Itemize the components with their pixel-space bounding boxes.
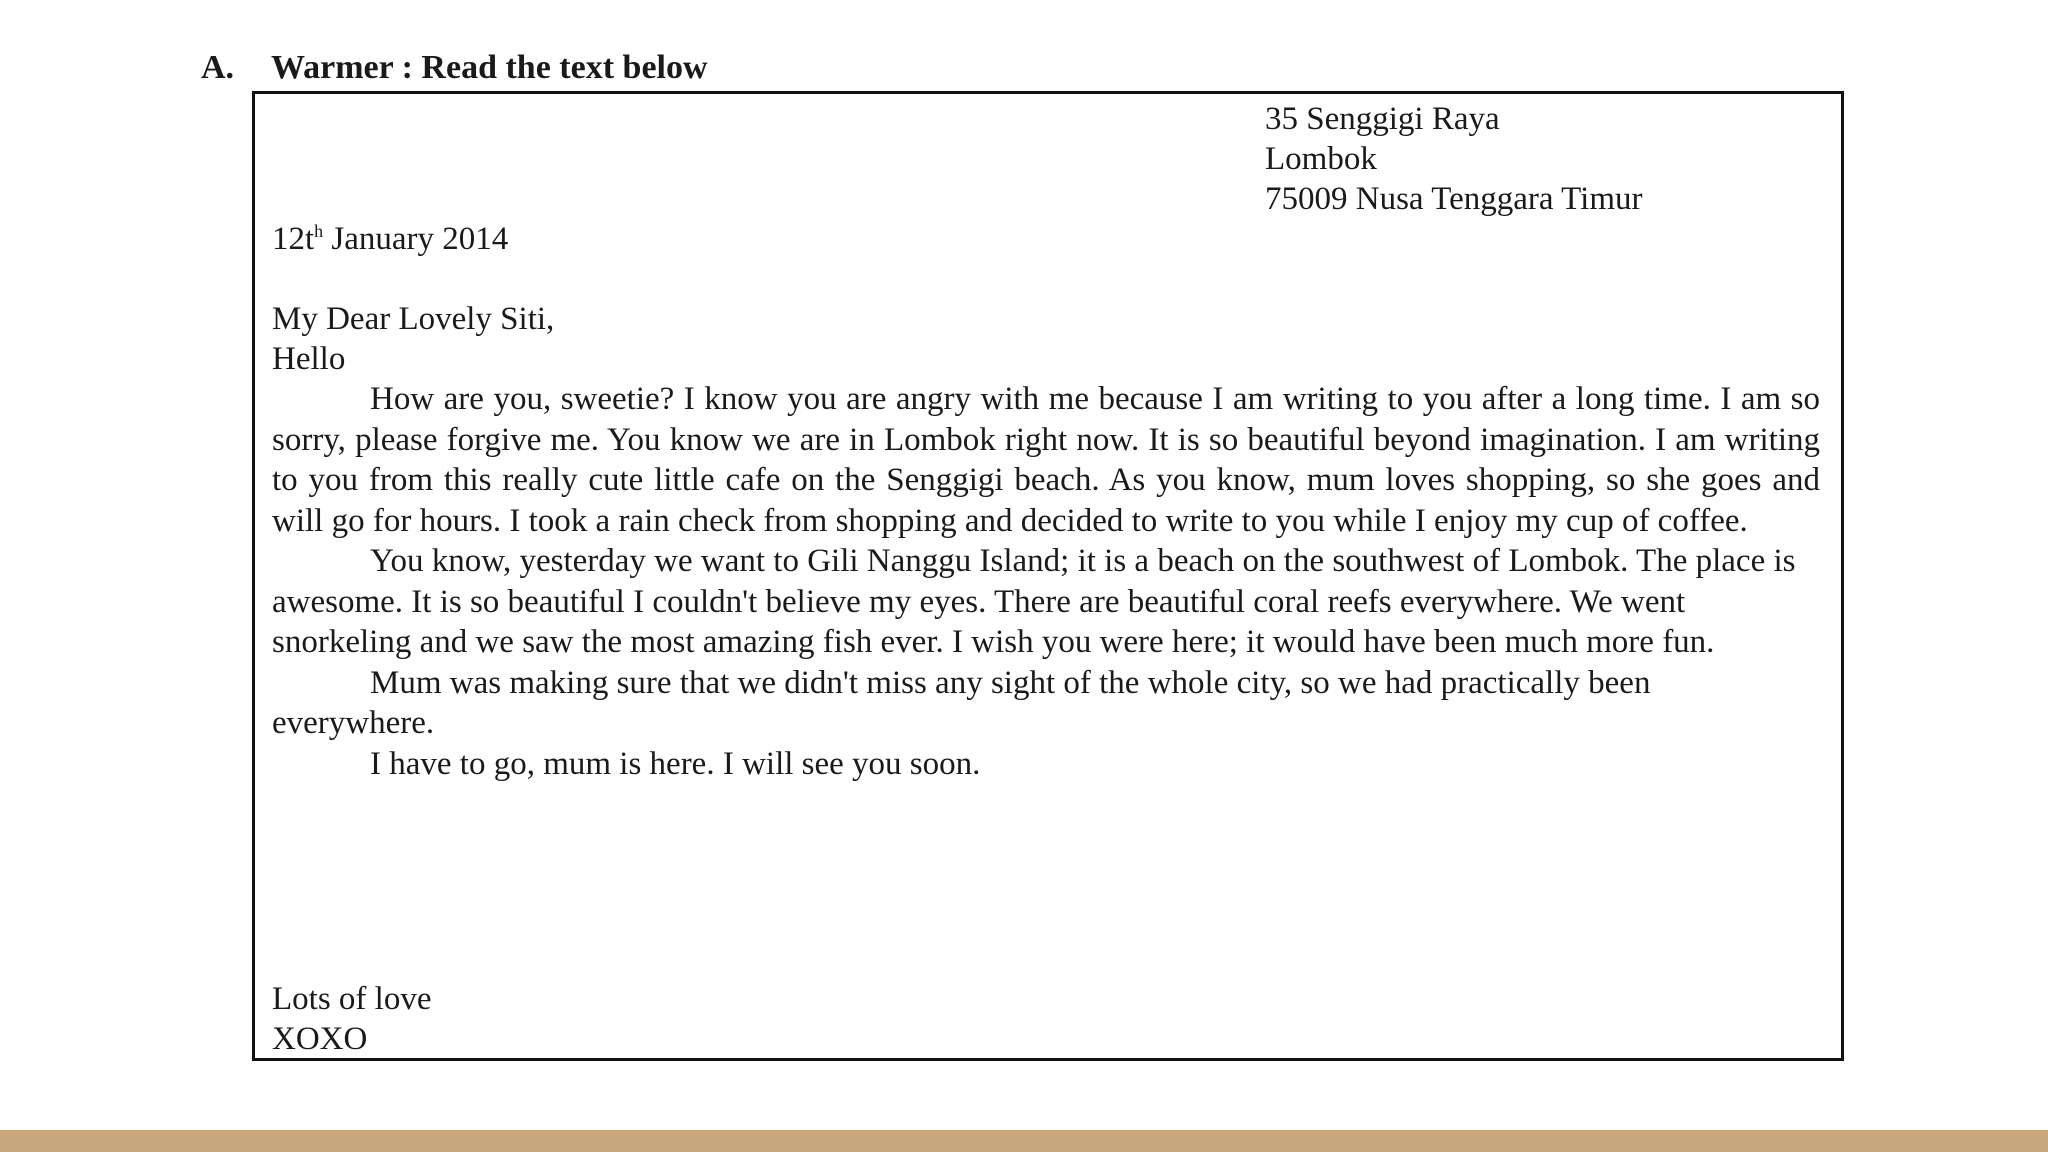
address-line-street: 35 Senggigi Raya	[1265, 101, 1500, 137]
letter-box	[252, 91, 1844, 1061]
body-paragraph: You know, yesterday we want to Gili Nanggu Island; it is a beach on the southwest of Lombok. The place is awesome. It is so beautiful I couldn't believe my eyes. There are beautiful coral reefs everywhere. We went snorkeling and we saw the most amazing fish ever. I wish you were here; it would have been much more fun.	[272, 543, 1796, 660]
letter-date	[272, 219, 508, 259]
date-day: 12t	[272, 221, 315, 257]
letter-body	[272, 379, 1820, 784]
sender-address	[1265, 99, 1643, 219]
letter-closing	[272, 979, 431, 1059]
salutation: My Dear Lovely Siti,	[272, 301, 555, 337]
section-marker: A.	[201, 49, 235, 86]
date-month-year: January 2014	[323, 221, 509, 257]
section-title: Warmer : Read the text below	[271, 49, 708, 86]
section-heading	[201, 48, 708, 88]
address-line-postcode: 75009 Nusa Tenggara Timur	[1265, 181, 1643, 217]
footer-band	[0, 1130, 2048, 1152]
letter-greeting	[272, 299, 554, 379]
closing-signoff: XOXO	[272, 1021, 368, 1057]
body-paragraph: I have to go, mum is here. I will see you soon.	[370, 745, 981, 782]
closing-phrase: Lots of love	[272, 981, 432, 1017]
body-paragraph: Mum was making sure that we didn't miss any sight of the whole city, so we had practically been everywhere.	[272, 664, 1651, 741]
date-suffix: h	[314, 221, 324, 241]
address-line-city: Lombok	[1265, 141, 1377, 177]
greeting-word: Hello	[272, 341, 346, 377]
body-paragraph: How are you, sweetie? I know you are angry with me because I am writing to you after a long time. I am so sorry, please forgive me. You know we are in Lombok right now. It is so beautiful beyond imagination. I am writing to you from this really cute little cafe on the Senggigi beach. As you know, mum loves shopping, so she goes and will go for hours. I took a rain check from shopping and decided to write to you while I enjoy my cup of coffee.	[272, 381, 1820, 539]
